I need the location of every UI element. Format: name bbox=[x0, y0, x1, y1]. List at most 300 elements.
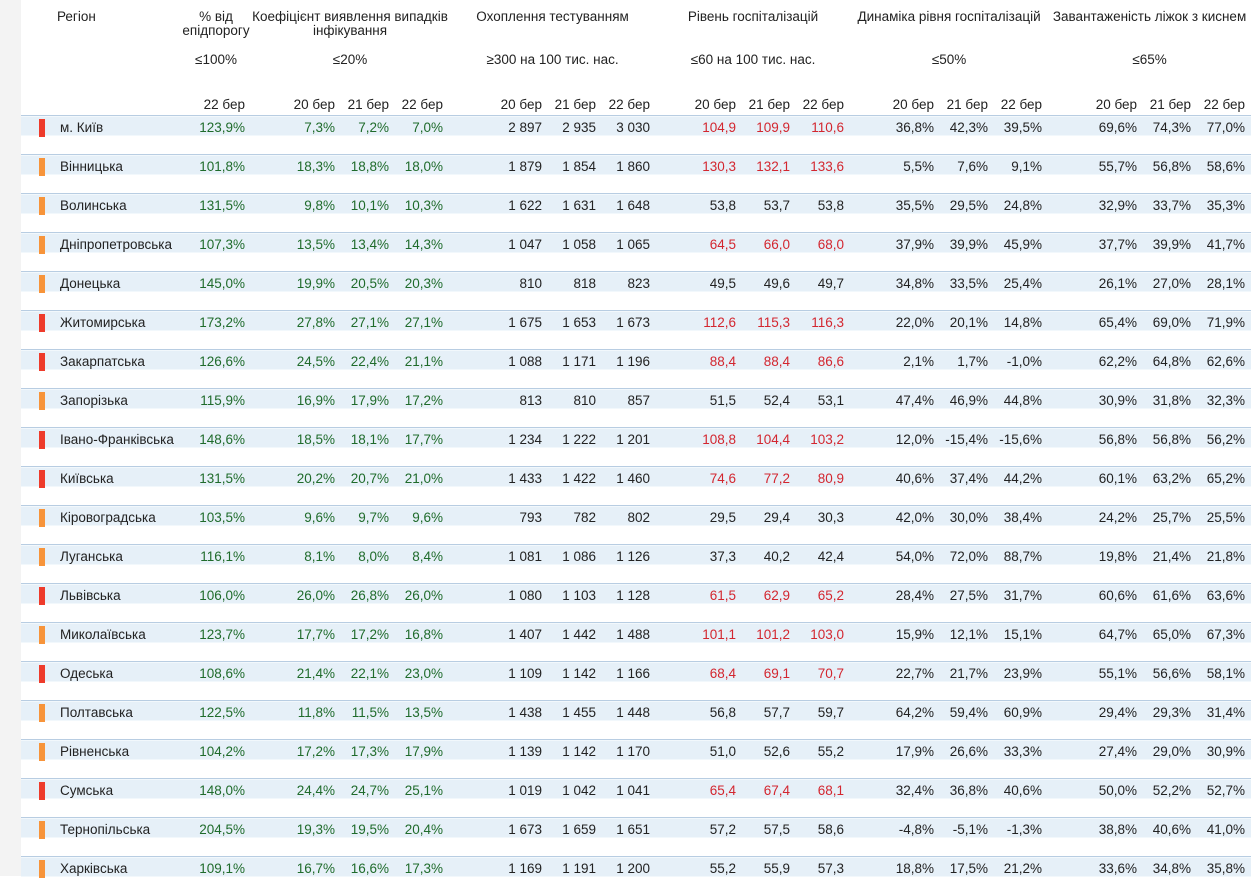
oxygen-beds-value: 29,3% bbox=[1143, 701, 1197, 740]
region-cell bbox=[21, 506, 181, 545]
date-label: 20 бер bbox=[293, 97, 335, 112]
testing-coverage-value: 1 142 bbox=[548, 740, 602, 779]
table-row[interactable] bbox=[21, 155, 1251, 194]
region-name: Тернопільська bbox=[60, 822, 151, 837]
testing-title: Охоплення тестуванням bbox=[476, 9, 629, 24]
table-row[interactable] bbox=[21, 194, 1251, 233]
region-cell bbox=[21, 623, 181, 662]
testing-coverage-value: 1 201 bbox=[602, 428, 656, 467]
detection-rate-value: 22,4% bbox=[341, 350, 395, 389]
testing-coverage-value: 1 126 bbox=[602, 545, 656, 584]
detection-rate-value: 26,8% bbox=[341, 584, 395, 623]
oxygen-beds-value: 64,8% bbox=[1143, 350, 1197, 389]
region-cell bbox=[21, 116, 181, 155]
region-cell bbox=[21, 155, 181, 194]
table-row[interactable] bbox=[21, 350, 1251, 389]
testing-coverage-value: 1 109 bbox=[449, 662, 548, 701]
oxygen-beds-value: 67,3% bbox=[1197, 623, 1251, 662]
table-body bbox=[21, 116, 1251, 896]
detection-rate-value: 20,2% bbox=[251, 467, 341, 506]
hosp-dynamics-value: 60,9% bbox=[994, 701, 1048, 740]
hospitalization-value: 53,1 bbox=[796, 389, 850, 428]
hosp-dynamics-value: 39,5% bbox=[994, 116, 1048, 155]
hosp-dynamics-value: 15,9% bbox=[850, 623, 940, 662]
testing-coverage-value: 1 442 bbox=[548, 623, 602, 662]
table-row[interactable] bbox=[21, 467, 1251, 506]
risk-level-marker bbox=[39, 158, 45, 176]
testing-coverage-value: 810 bbox=[449, 272, 548, 311]
testing-coverage-value: 1 058 bbox=[548, 233, 602, 272]
hospitalization-value: 88,4 bbox=[742, 350, 796, 389]
table-row[interactable] bbox=[21, 116, 1251, 155]
hospitalization-value: 57,5 bbox=[742, 818, 796, 857]
column-header-detection[interactable] bbox=[251, 0, 449, 46]
epi-threshold-value: 108,6% bbox=[181, 662, 251, 701]
detection-rate-value: 7,2% bbox=[341, 116, 395, 155]
oxygen-beds-value: 61,6% bbox=[1143, 584, 1197, 623]
testing-coverage-value: 1 631 bbox=[548, 194, 602, 233]
hospitalization-value: 69,1 bbox=[742, 662, 796, 701]
date-label: 22 бер bbox=[401, 97, 444, 112]
testing-coverage-value: 1 433 bbox=[449, 467, 548, 506]
hosp-dynamics-value: 5,5% bbox=[850, 155, 940, 194]
hospitalization-value: 53,7 bbox=[742, 194, 796, 233]
risk-level-marker bbox=[39, 236, 45, 254]
region-name: Миколаївська bbox=[60, 627, 146, 642]
region-cell bbox=[21, 740, 181, 779]
region-name: Київська bbox=[60, 471, 114, 486]
hospitalization-value: 30,3 bbox=[796, 506, 850, 545]
testing-coverage-value: 1 460 bbox=[602, 467, 656, 506]
oxygen-beds-value: 69,0% bbox=[1143, 311, 1197, 350]
detection-rate-value: 17,7% bbox=[251, 623, 341, 662]
oxygen-beds-value: 31,8% bbox=[1143, 389, 1197, 428]
hosp-dynamics-value: -1,0% bbox=[994, 350, 1048, 389]
testing-coverage-value: 857 bbox=[602, 389, 656, 428]
hosp-dynamics-value: 42,3% bbox=[940, 116, 994, 155]
column-header-hospitalization[interactable] bbox=[656, 0, 850, 46]
oxygen-beds-value: 55,7% bbox=[1048, 155, 1143, 194]
region-cell bbox=[21, 428, 181, 467]
hosp-dynamics-value: 42,0% bbox=[850, 506, 940, 545]
hospitalization-value: 42,4 bbox=[796, 545, 850, 584]
hospitalization-value: 57,2 bbox=[656, 818, 742, 857]
epi-title: % від епідпорогу bbox=[182, 9, 250, 38]
oxygen-beds-value: 56,8% bbox=[1143, 155, 1197, 194]
detection-rate-value: 16,9% bbox=[251, 389, 341, 428]
risk-level-marker bbox=[39, 860, 45, 878]
hospitalization-value: 80,9 bbox=[796, 467, 850, 506]
oxygen-beds-value: 25,7% bbox=[1143, 506, 1197, 545]
hospitalization-value: 103,0 bbox=[796, 623, 850, 662]
hospitalization-value: 115,3 bbox=[742, 311, 796, 350]
column-header-hosp-dynamics[interactable] bbox=[850, 0, 1048, 46]
region-cell bbox=[21, 233, 181, 272]
epi-threshold-value: 126,6% bbox=[181, 350, 251, 389]
table-row[interactable] bbox=[21, 428, 1251, 467]
hospitalization-value: 49,7 bbox=[796, 272, 850, 311]
table-row[interactable] bbox=[21, 818, 1251, 857]
detection-rate-value: 7,0% bbox=[395, 116, 449, 155]
risk-level-marker bbox=[39, 821, 45, 839]
oxygen-beds-value: 71,9% bbox=[1197, 311, 1251, 350]
date-header-row bbox=[21, 73, 1251, 116]
date-label: 21 бер bbox=[554, 97, 597, 112]
region-name: Одеська bbox=[60, 666, 114, 681]
testing-coverage-value: 782 bbox=[548, 506, 602, 545]
hospitalization-value: 110,6 bbox=[796, 116, 850, 155]
hosp-dynamics-value: 33,5% bbox=[940, 272, 994, 311]
hosp-dynamics-value: 44,2% bbox=[994, 467, 1048, 506]
hospitalization-value: 56,8 bbox=[656, 701, 742, 740]
detection-rate-value: 21,0% bbox=[395, 467, 449, 506]
testing-coverage-value: 1 648 bbox=[602, 194, 656, 233]
table-row[interactable] bbox=[21, 389, 1251, 428]
oxygen-beds-value: 65,2% bbox=[1197, 467, 1251, 506]
hospitalization-value: 103,2 bbox=[796, 428, 850, 467]
testing-coverage-value: 1 854 bbox=[548, 155, 602, 194]
region-cell bbox=[21, 818, 181, 857]
testing-coverage-value: 813 bbox=[449, 389, 548, 428]
epi-threshold-value: 123,7% bbox=[181, 623, 251, 662]
oxygen-beds-value: 32,3% bbox=[1197, 389, 1251, 428]
detection-rate-value: 20,7% bbox=[341, 467, 395, 506]
table-row[interactable] bbox=[21, 233, 1251, 272]
region-name: Донецька bbox=[60, 276, 121, 291]
testing-coverage-value: 1 879 bbox=[449, 155, 548, 194]
hosp-dynamics-value: -15,6% bbox=[994, 428, 1048, 467]
oxygen-beds-value: 41,7% bbox=[1197, 233, 1251, 272]
epi-threshold-value: 173,2% bbox=[181, 311, 251, 350]
hospitalization-value: 40,2 bbox=[742, 545, 796, 584]
hosp-dynamics-value: -1,3% bbox=[994, 818, 1048, 857]
hospitalization-value: 88,4 bbox=[656, 350, 742, 389]
testing-coverage-value: 1 407 bbox=[449, 623, 548, 662]
epi-threshold-value: 115,9% bbox=[181, 389, 251, 428]
detection-rate-value: 25,1% bbox=[395, 779, 449, 818]
testing-coverage-value: 1 653 bbox=[548, 311, 602, 350]
testing-coverage-value: 1 041 bbox=[602, 779, 656, 818]
oxygen-beds-value: 52,7% bbox=[1197, 779, 1251, 818]
hosp-dynamics-value: 37,9% bbox=[850, 233, 940, 272]
oxygen-beds-value: 56,8% bbox=[1143, 428, 1197, 467]
oxygen-beds-value: 60,1% bbox=[1048, 467, 1143, 506]
region-name: Івано-Франківська bbox=[60, 432, 174, 447]
hospitalization-value: 53,8 bbox=[796, 194, 850, 233]
detection-rate-value: 17,9% bbox=[395, 740, 449, 779]
oxygen-beds-value: 60,6% bbox=[1048, 584, 1143, 623]
hospitalization-value: 55,2 bbox=[656, 857, 742, 896]
testing-coverage-value: 1 455 bbox=[548, 701, 602, 740]
detection-rate-value: 20,4% bbox=[395, 818, 449, 857]
detection-rate-value: 19,9% bbox=[251, 272, 341, 311]
detection-rate-value: 8,1% bbox=[251, 545, 341, 584]
testing-coverage-value: 1 659 bbox=[548, 818, 602, 857]
oxygen-beds-value: 40,6% bbox=[1143, 818, 1197, 857]
detection-rate-value: 17,3% bbox=[341, 740, 395, 779]
region-name: Харківська bbox=[60, 861, 128, 876]
testing-coverage-value: 1 673 bbox=[602, 311, 656, 350]
hosp-dynamics-title: Динаміка рівня госпіталізацій bbox=[857, 9, 1041, 24]
detection-rate-value: 18,0% bbox=[395, 155, 449, 194]
oxygen-beds-value: 33,6% bbox=[1048, 857, 1143, 896]
testing-coverage-value: 1 128 bbox=[602, 584, 656, 623]
detection-rate-value: 11,8% bbox=[251, 701, 341, 740]
hospitalization-value: 58,6 bbox=[796, 818, 850, 857]
column-header-epi[interactable] bbox=[181, 0, 251, 46]
hospitalization-value: 49,5 bbox=[656, 272, 742, 311]
testing-coverage-value: 823 bbox=[602, 272, 656, 311]
hospitalization-value: 130,3 bbox=[656, 155, 742, 194]
oxygen-beds-value: 74,3% bbox=[1143, 116, 1197, 155]
detection-rate-value: 24,7% bbox=[341, 779, 395, 818]
oxygen-beds-value: 24,2% bbox=[1048, 506, 1143, 545]
hospitalization-value: 55,2 bbox=[796, 740, 850, 779]
hospitalization-value: 29,4 bbox=[742, 506, 796, 545]
hosp-dynamics-value: 39,9% bbox=[940, 233, 994, 272]
testing-coverage-value: 793 bbox=[449, 506, 548, 545]
detection-rate-value: 24,4% bbox=[251, 779, 341, 818]
detection-rate-value: 13,5% bbox=[395, 701, 449, 740]
oxygen-beds-value: 26,1% bbox=[1048, 272, 1143, 311]
hosp-dynamics-value: 54,0% bbox=[850, 545, 940, 584]
hospitalization-value: 52,4 bbox=[742, 389, 796, 428]
oxygen-beds-value: 28,1% bbox=[1197, 272, 1251, 311]
hosp-dynamics-value: -15,4% bbox=[940, 428, 994, 467]
table-row[interactable] bbox=[21, 740, 1251, 779]
testing-coverage-value: 1 675 bbox=[449, 311, 548, 350]
date-label: 20 бер bbox=[500, 97, 543, 112]
hosp-dynamics-value: 28,4% bbox=[850, 584, 940, 623]
region-name: Рівненська bbox=[60, 744, 130, 759]
hospitalization-value: 133,6 bbox=[796, 155, 850, 194]
hosp-dynamics-value: 46,9% bbox=[940, 389, 994, 428]
oxygen-beds-value: 33,7% bbox=[1143, 194, 1197, 233]
table-row[interactable] bbox=[21, 623, 1251, 662]
hospitalization-value: 112,6 bbox=[656, 311, 742, 350]
testing-coverage-value: 810 bbox=[548, 389, 602, 428]
hosp-dynamics-value: 24,8% bbox=[994, 194, 1048, 233]
detection-threshold: ≤20% bbox=[332, 52, 368, 67]
oxygen-beds-value: 34,8% bbox=[1143, 857, 1197, 896]
epi-threshold-value: 131,5% bbox=[181, 467, 251, 506]
detection-rate-value: 27,8% bbox=[251, 311, 341, 350]
risk-level-marker bbox=[39, 626, 45, 644]
testing-coverage-value: 1 488 bbox=[602, 623, 656, 662]
region-name: Запорізька bbox=[60, 393, 128, 408]
hosp-dynamics-value: 31,7% bbox=[994, 584, 1048, 623]
date-label: 20 бер bbox=[694, 97, 737, 112]
risk-level-marker bbox=[39, 470, 45, 488]
hosp-dynamics-value: 72,0% bbox=[940, 545, 994, 584]
hosp-dynamics-value: 17,9% bbox=[850, 740, 940, 779]
testing-coverage-value: 1 081 bbox=[449, 545, 548, 584]
hosp-dynamics-value: 22,7% bbox=[850, 662, 940, 701]
detection-rate-value: 19,5% bbox=[341, 818, 395, 857]
detection-rate-value: 10,3% bbox=[395, 194, 449, 233]
oxygen-beds-value: 29,4% bbox=[1048, 701, 1143, 740]
table-row[interactable] bbox=[21, 272, 1251, 311]
hosp-dynamics-value: 29,5% bbox=[940, 194, 994, 233]
column-header-oxygen-beds[interactable] bbox=[1048, 0, 1251, 46]
date-label: 21 бер bbox=[748, 97, 791, 112]
oxygen-beds-value: 50,0% bbox=[1048, 779, 1143, 818]
epi-threshold-value: 123,9% bbox=[181, 116, 251, 155]
table-row[interactable] bbox=[21, 545, 1251, 584]
detection-rate-value: 23,0% bbox=[395, 662, 449, 701]
date-label: 22 бер bbox=[203, 97, 245, 112]
epi-threshold-value: 131,5% bbox=[181, 194, 251, 233]
date-label: 22 бер bbox=[802, 97, 845, 112]
hospitalization-value: 116,3 bbox=[796, 311, 850, 350]
regions-table bbox=[21, 0, 1251, 896]
table-row[interactable] bbox=[21, 779, 1251, 818]
hosp-dynamics-value: 26,6% bbox=[940, 740, 994, 779]
detection-rate-value: 22,1% bbox=[341, 662, 395, 701]
detection-rate-value: 9,8% bbox=[251, 194, 341, 233]
oxygen-beds-value: 29,0% bbox=[1143, 740, 1197, 779]
risk-level-marker bbox=[39, 587, 45, 605]
testing-coverage-value: 1 200 bbox=[602, 857, 656, 896]
risk-level-marker bbox=[39, 431, 45, 449]
date-label: 21 бер bbox=[1149, 97, 1192, 112]
hospitalization-value: 67,4 bbox=[742, 779, 796, 818]
oxygen-beds-threshold: ≤65% bbox=[1132, 52, 1167, 67]
hosp-dynamics-value: 88,7% bbox=[994, 545, 1048, 584]
hospitalization-value: 109,9 bbox=[742, 116, 796, 155]
testing-coverage-value: 1 448 bbox=[602, 701, 656, 740]
detection-rate-value: 18,1% bbox=[341, 428, 395, 467]
detection-rate-value: 17,2% bbox=[341, 623, 395, 662]
region-name: Полтавська bbox=[60, 705, 133, 720]
region-cell bbox=[21, 389, 181, 428]
hospitalization-value: 66,0 bbox=[742, 233, 796, 272]
hospitalization-value: 62,9 bbox=[742, 584, 796, 623]
testing-coverage-value: 818 bbox=[548, 272, 602, 311]
detection-rate-value: 11,5% bbox=[341, 701, 395, 740]
risk-level-marker bbox=[39, 782, 45, 800]
hosp-dynamics-value: 36,8% bbox=[940, 779, 994, 818]
hosp-dynamics-value: 30,0% bbox=[940, 506, 994, 545]
detection-rate-value: 26,0% bbox=[395, 584, 449, 623]
epi-threshold-value: 103,5% bbox=[181, 506, 251, 545]
hosp-dynamics-value: 44,8% bbox=[994, 389, 1048, 428]
date-label: 22 бер bbox=[608, 97, 651, 112]
testing-coverage-value: 1 673 bbox=[449, 818, 548, 857]
oxygen-beds-value: 37,7% bbox=[1048, 233, 1143, 272]
epi-threshold-value: 145,0% bbox=[181, 272, 251, 311]
testing-coverage-value: 1 086 bbox=[548, 545, 602, 584]
date-label: 21 бер bbox=[946, 97, 989, 112]
hospitalization-value: 51,5 bbox=[656, 389, 742, 428]
hosp-dynamics-value: 25,4% bbox=[994, 272, 1048, 311]
testing-coverage-value: 1 622 bbox=[449, 194, 548, 233]
hospitalization-value: 68,0 bbox=[796, 233, 850, 272]
hospitalization-value: 29,5 bbox=[656, 506, 742, 545]
detection-rate-value: 21,4% bbox=[251, 662, 341, 701]
region-name: Кіровоградська bbox=[60, 510, 156, 525]
region-name: Сумська bbox=[60, 783, 114, 798]
hospitalization-value: 57,3 bbox=[796, 857, 850, 896]
testing-coverage-value: 1 234 bbox=[449, 428, 548, 467]
detection-rate-value: 16,6% bbox=[341, 857, 395, 896]
risk-level-marker bbox=[39, 119, 45, 137]
testing-coverage-value: 1 139 bbox=[449, 740, 548, 779]
table-row[interactable] bbox=[21, 506, 1251, 545]
hospitalization-value: 64,5 bbox=[656, 233, 742, 272]
hospitalization-value: 52,6 bbox=[742, 740, 796, 779]
hosp-dynamics-value: 21,7% bbox=[940, 662, 994, 701]
region-name: Житомирська bbox=[60, 315, 146, 330]
detection-rate-value: 9,7% bbox=[341, 506, 395, 545]
detection-rate-value: 21,1% bbox=[395, 350, 449, 389]
epi-threshold-value: 116,1% bbox=[181, 545, 251, 584]
oxygen-beds-value: 65,4% bbox=[1048, 311, 1143, 350]
hospitalization-value: 65,2 bbox=[796, 584, 850, 623]
testing-coverage-value: 1 651 bbox=[602, 818, 656, 857]
detection-rate-value: 9,6% bbox=[395, 506, 449, 545]
region-cell bbox=[21, 662, 181, 701]
region-name: Луганська bbox=[60, 549, 123, 564]
hospitalization-value: 49,6 bbox=[742, 272, 796, 311]
hospitalization-value: 101,2 bbox=[742, 623, 796, 662]
oxygen-beds-value: 56,6% bbox=[1143, 662, 1197, 701]
region-name: Львівська bbox=[60, 588, 121, 603]
region-name: Вінницька bbox=[60, 159, 123, 174]
hospitalization-value: 77,2 bbox=[742, 467, 796, 506]
oxygen-beds-value: 39,9% bbox=[1143, 233, 1197, 272]
hosp-dynamics-value: 15,1% bbox=[994, 623, 1048, 662]
table-row[interactable] bbox=[21, 584, 1251, 623]
oxygen-beds-value: 58,1% bbox=[1197, 662, 1251, 701]
hosp-dynamics-value: 36,8% bbox=[850, 116, 940, 155]
hospitalization-title: Рівень госпіталізацій bbox=[687, 9, 819, 24]
testing-coverage-value: 1 042 bbox=[548, 779, 602, 818]
detection-rate-value: 16,7% bbox=[251, 857, 341, 896]
table-row[interactable] bbox=[21, 857, 1251, 896]
hosp-dynamics-value: 22,0% bbox=[850, 311, 940, 350]
oxygen-beds-value: 30,9% bbox=[1048, 389, 1143, 428]
table-row[interactable] bbox=[21, 311, 1251, 350]
hosp-dynamics-value: 40,6% bbox=[850, 467, 940, 506]
region-cell bbox=[21, 272, 181, 311]
epi-threshold-value: 204,5% bbox=[181, 818, 251, 857]
risk-level-marker bbox=[39, 197, 45, 215]
detection-rate-value: 8,4% bbox=[395, 545, 449, 584]
testing-coverage-value: 2 897 bbox=[449, 116, 548, 155]
oxygen-beds-value: 32,9% bbox=[1048, 194, 1143, 233]
hospitalization-value: 37,3 bbox=[656, 545, 742, 584]
epi-threshold: ≤100% bbox=[195, 52, 237, 67]
testing-coverage-value: 2 935 bbox=[548, 116, 602, 155]
risk-level-marker bbox=[39, 509, 45, 527]
oxygen-beds-value: 21,4% bbox=[1143, 545, 1197, 584]
region-cell bbox=[21, 194, 181, 233]
hospitalization-value: 104,9 bbox=[656, 116, 742, 155]
table-row[interactable] bbox=[21, 662, 1251, 701]
testing-coverage-value: 1 047 bbox=[449, 233, 548, 272]
table-row[interactable] bbox=[21, 701, 1251, 740]
hospitalization-value: 59,7 bbox=[796, 701, 850, 740]
hosp-dynamics-value: 14,8% bbox=[994, 311, 1048, 350]
detection-rate-value: 19,3% bbox=[251, 818, 341, 857]
column-header-region[interactable]: Регіон bbox=[57, 9, 96, 24]
column-header-testing[interactable] bbox=[449, 0, 656, 46]
detection-rate-value: 27,1% bbox=[341, 311, 395, 350]
testing-coverage-value: 1 196 bbox=[602, 350, 656, 389]
hosp-dynamics-value: 17,5% bbox=[940, 857, 994, 896]
hospitalization-value: 108,8 bbox=[656, 428, 742, 467]
